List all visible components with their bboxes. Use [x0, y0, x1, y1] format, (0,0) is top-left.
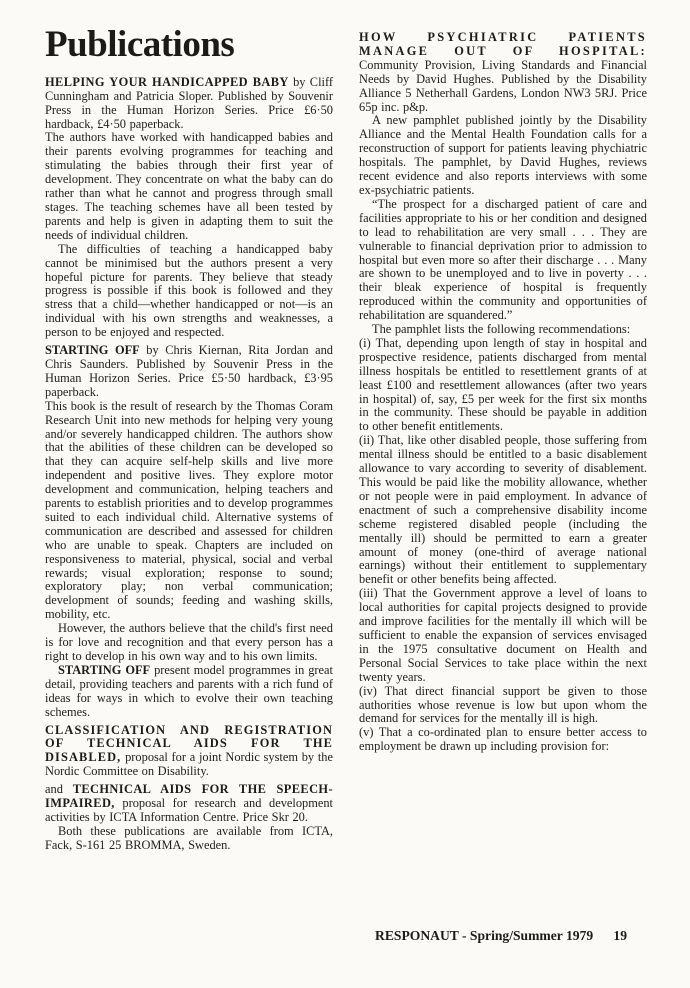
- journal-title: RESPONAUT - Spring/Summer 1979: [375, 928, 594, 943]
- book-detail: by Cliff Cunningham and Patricia Sloper. Published by Souvenir Press in the Human Horizon Series. Price £6·50 hardback, £4·50 paperback.: [45, 74, 333, 131]
- book-title: HOW PSYCHIATRIC PATIENTS MANAGE OUT OF HOSPITAL:: [359, 30, 647, 58]
- publication-entry-helping-your-handicapped-baby: [45, 76, 333, 132]
- paragraph: A new pamphlet published jointly by the Disability Alliance and the Mental Health Foundation calls for a reconstruction of support for patients leaving phychiatric hospitals. The pamphlet, by David Hughes, reviews recent evidence and also reports interviews with some ex-psychiatric patients.: [359, 113, 647, 197]
- recommendation-item-iv: (iv) That direct financial support be given to those authorities whose revenue is low but upon whom the demand for services for the mentally ill is high.: [359, 683, 647, 726]
- paragraph: However, the authors believe that the child's first need is for love and recognition and that every person has a right to develop in his own way and to his own limits.: [45, 621, 333, 663]
- paragraph: [45, 664, 333, 720]
- paragraph: This book is the result of research by the Thomas Coram Research Unit into new methods for helping very young and/or severely handicapped children. The authors show that the abilities of these children can be developed so that they can acquire self-help skills and live more independent and positive lives. They explore motor development and communication, helping teachers and parents to establish priorities and to develop programmes suited to each individual child. Alternative systems of communication are described and assessed for children who are unable to speak. Chapters are included on responsiveness to material, physical, social and verbal rewards; visual exploration; response to sound; exploratory play; non verbal communication; development of sounds; feeding and washing skills, mobility, etc.: [45, 398, 333, 622]
- book-title: HELPING YOUR HANDICAPPED BABY: [45, 74, 289, 89]
- page-footer: [359, 928, 647, 944]
- book-title: CLASSIFICATION AND REGISTRATION OF TECHNICAL AIDS FOR THE DISABLED,: [45, 722, 333, 765]
- paragraph: The difficulties of teaching a handicapped baby cannot be minimised but the authors present a very hopeful picture for parents. They believe that steady progress is possible if this book is followed and they stress that a child—whether handicapped or not—is an individual with his own strengths and weaknesses, a person to be enjoyed and respected.: [45, 241, 333, 340]
- recommendation-item-ii: (ii) That, like other disabled people, those suffering from mental illness should be entitled to a basic disablement allowance to vary according to severity of disablement. This would be paid like the mobility allowance, whether or not people were in paid employment. In advance of enactment of such a comprehensive disability income scheme registered disabled people (including the mentally ill) should be permitted to earn a greater amount of money (one-third of average national earnings) without their entitlement to supplementary benefit or other benefits being affected.: [359, 433, 647, 587]
- paragraph-text: present model programmes in great detail, providing teachers and parents with a rich fund of ideas for ways in which to evolve their own teaching schemes.: [45, 662, 333, 719]
- book-title-inline: STARTING OFF: [58, 662, 151, 677]
- page-number: 19: [613, 928, 627, 943]
- right-column: [359, 26, 647, 988]
- paragraph: The authors have worked with handicapped babies and their parents evolving programmes for teaching and stimulating the babies through their first year of development. They concentrate on what the baby can do rather than what he cannot and progress through small stages. The teaching schemes have all been tested by parents and help is given in adapting them to suit the needs of individual children.: [45, 130, 333, 242]
- quote-paragraph: “The prospect for a discharged patient of care and facilities appropriate to his or her condition and designed to lead to rehabilitation are very small . . . They are vulnerable to financial deprivation prior to admission to hospital but even more so after their discharge . . . Many are shown to be unemployed and to live in poverty . . . their bleak experience of hospital is frequently reproduced within the community and opportunities of rehabilitation are squandered.”: [359, 196, 647, 323]
- page-title: Publications: [45, 24, 235, 65]
- paragraph: Both these publications are available from ICTA, Fack, S-161 25 BROMMA, Sweden.: [45, 823, 333, 852]
- entry-prefix: and: [45, 782, 73, 797]
- recommendation-item-iii: (iii) That the Government approve a level of loans to local authorities for capital projects designed to provide and improve facilities for the mentally ill which will be sufficient to enable the expansion of services envisaged in the 1975 consultative document on Health and Personal Social Services to take place within the next twenty years.: [359, 586, 647, 684]
- recommendation-item-i: (i) That, depending upon length of stay in hospital and prospective residence, patients discharged from mental illness hospitals be entitled to resettlement grants of at least £100 and resettlement allowances (after two years in hospital) of, say, £5 per week for the first six months in the community. These should be payable in addition to other benefit entitlements.: [359, 335, 647, 434]
- recommendation-item-v: (v) That a co-ordinated plan to ensure better access to employment be drawn up including provision for:: [359, 725, 647, 754]
- publication-entry-how-psychiatric-patients: [359, 31, 647, 114]
- book-title: STARTING OFF: [45, 343, 140, 358]
- book-detail: Community Provision, Living Standards and Financial Needs by David Hughes. Published by the Disability Alliance 5 Netherhall Gardens, London NW3 5RJ. Price 65p inc. p&p.: [359, 57, 647, 114]
- left-column: [45, 26, 333, 988]
- publication-entry-technical-aids-speech-impaired: [45, 783, 333, 825]
- publication-entry-classification-and-registration: [45, 724, 333, 780]
- book-detail: proposal for a joint Nordic system by the Nordic Committee on Disability.: [45, 750, 333, 779]
- book-title: TECHNICAL AIDS FOR THE SPEECH-IMPAIRED,: [45, 782, 333, 811]
- paragraph: The pamphlet lists the following recommendations:: [372, 322, 631, 337]
- book-detail: by Chris Kiernan, Rita Jordan and Chris Saunders. Published by Souvenir Press in the Human Horizon Series. Price £5·50 hardback, £3·95 paperback.: [45, 343, 333, 399]
- publication-entry-starting-off: [45, 344, 333, 400]
- book-detail: proposal for research and development activities by ICTA Information Centre. Price Skr 20.: [45, 796, 333, 824]
